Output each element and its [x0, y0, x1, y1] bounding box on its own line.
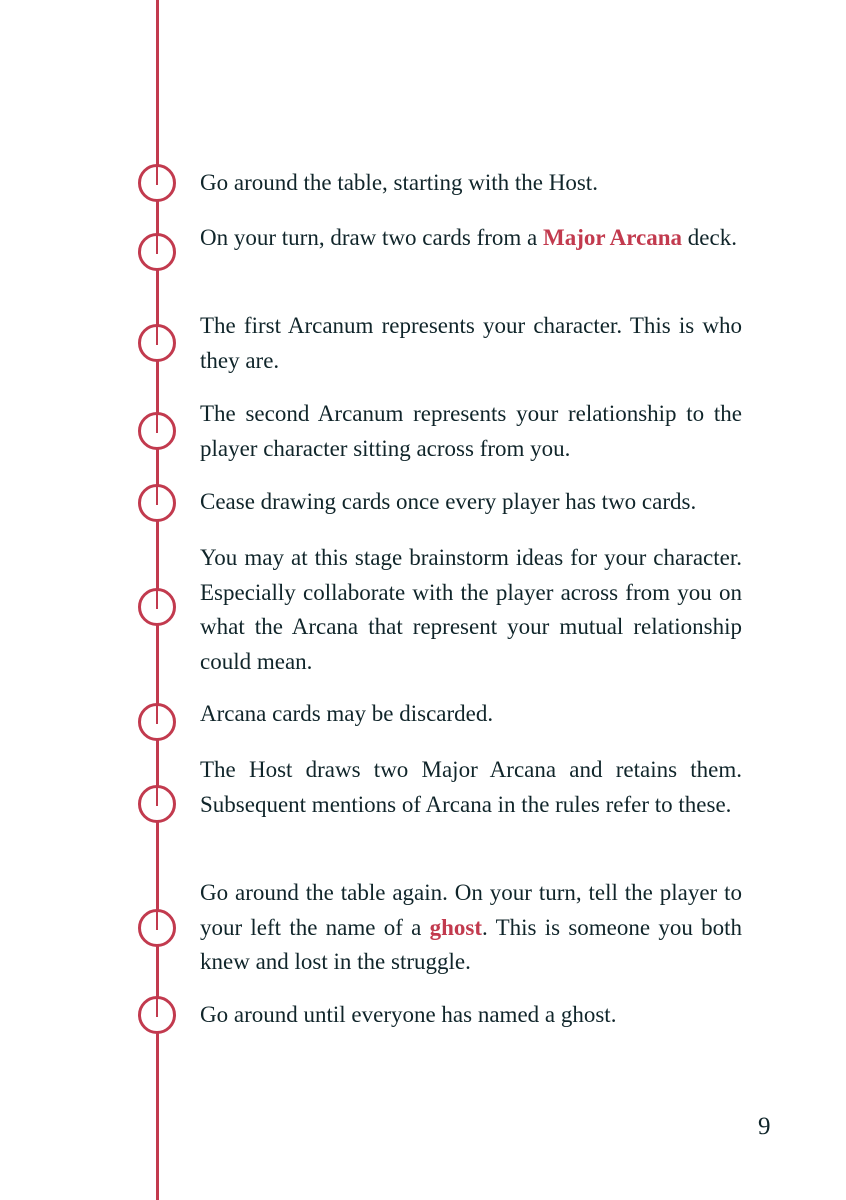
step-3: The first Arcanum represents your character. This is who they are.: [200, 313, 742, 373]
step-marker-icon: [138, 233, 176, 271]
step-marker-icon: [138, 909, 176, 947]
step-2-post: deck.: [682, 225, 737, 250]
step-10: Go around until everyone has named a ghost.: [200, 1002, 617, 1027]
page-number: 9: [758, 1113, 771, 1140]
step-marker-icon: [138, 324, 176, 362]
ghost-term: ghost: [429, 914, 483, 940]
step-1: Go around the table, starting with the Host.: [200, 170, 598, 195]
step-marker-icon: [138, 164, 176, 202]
step-2-pre: On your turn, draw two cards from a: [200, 225, 543, 250]
step-4: The second Arcanum represents your relationship to the player character sitting across from you.: [200, 401, 742, 461]
step-marker-icon: [138, 588, 176, 626]
step-8: The Host draws two Major Arcana and retains them. Subsequent mentions of Arcana in the rules refer to these.: [200, 757, 742, 817]
major-arcana-term: Major Arcana: [543, 225, 683, 250]
step-9: [200, 876, 742, 980]
step-5: Cease drawing cards once every player has two cards.: [200, 489, 697, 514]
step-2: [200, 221, 742, 256]
step-6: You may at this stage brainstorm ideas for your character. Especially collaborate with the player across from you on what the Arcana that represent your mutual relationship could mean.: [200, 545, 742, 674]
step-7: Arcana cards may be discarded.: [200, 701, 494, 726]
step-marker-icon: [138, 484, 176, 522]
step-9-post: . This is someone you both knew and lost in the struggle.: [200, 914, 742, 974]
step-marker-icon: [138, 785, 176, 823]
step-marker-icon: [138, 412, 176, 450]
step-marker-icon: [138, 996, 176, 1034]
step-marker-icon: [138, 703, 176, 741]
step-9-pre: Go around the table again. On your turn, tell the player to your left the name of a: [200, 880, 742, 940]
